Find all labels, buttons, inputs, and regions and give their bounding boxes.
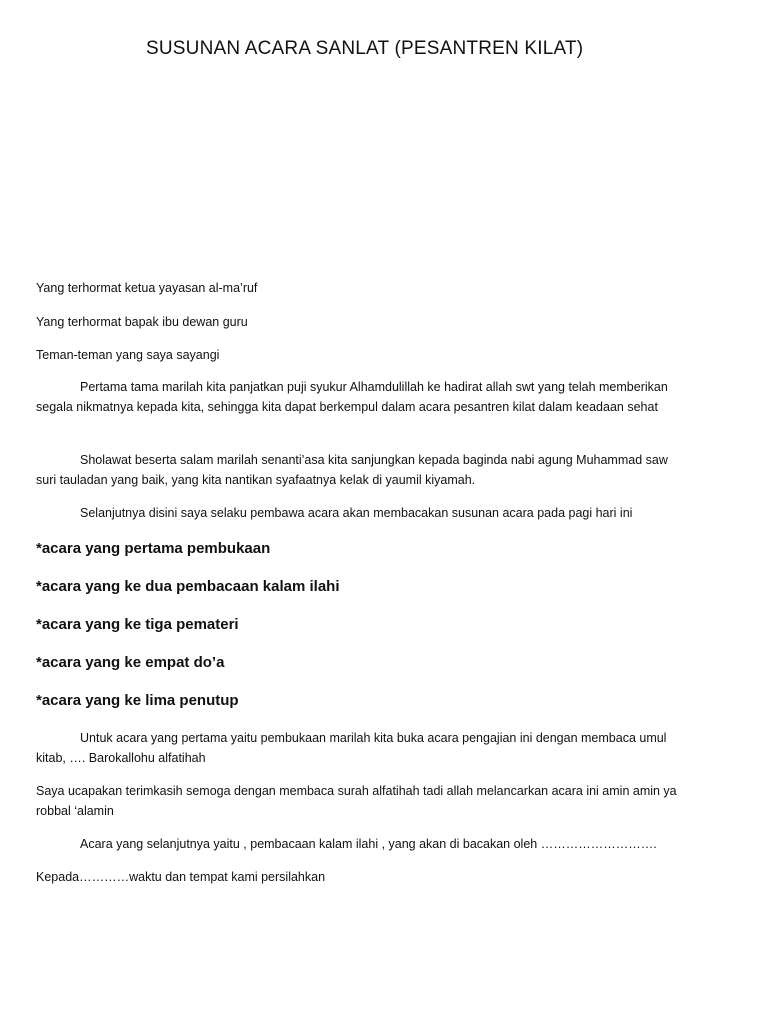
opening-prayer-paragraph: Untuk acara yang pertama yaitu pembukaan marilah kita buka acara pengajian ini dengan membaca umul kitab, …. Barokallohu alfatihah — [36, 731, 667, 765]
closing-line: Kepada…………waktu dan tempat kami persilahkan — [36, 870, 326, 884]
thanks-paragraph: Saya ucapakan terimkasih semoga dengan membaca surah alfatihah tadi allah melancarkan acara ini amin amin ya robbal ‘alamin — [36, 784, 677, 818]
sholawat-paragraph: Sholawat beserta salam marilah senanti’asa kita sanjungkan kepada baginda nabi agung Muhammad saw suri tauladan yang baik, yang kita nantikan syafaatnya kelak di yaumil kiyamah. — [36, 453, 668, 487]
intro-agenda-paragraph: Selanjutnya disini saya selaku pembawa acara akan membacakan susunan acara pada pagi hari ini — [80, 506, 633, 520]
opening-paragraph: Pertama tama marilah kita panjatkan puji syukur Alhamdulillah ke hadirat allah swt yang telah memberikan segala nikmatnya kepada kita, sehingga kita dapat berkempul dalam acara pesantren kilat dalam keadaan sehat — [36, 380, 668, 414]
next-agenda-paragraph: Acara yang selanjutnya yaitu , pembacaan kalam ilahi , yang akan di bacakan oleh ………………………. — [80, 837, 657, 851]
agenda-item: *acara yang ke empat do’a — [36, 654, 225, 671]
agenda-item: *acara yang ke lima penutup — [36, 692, 239, 709]
greeting-line: Yang terhormat ketua yayasan al-ma’ruf — [36, 281, 258, 295]
agenda-item: *acara yang ke tiga pemateri — [36, 616, 239, 633]
greeting-line: Yang terhormat bapak ibu dewan guru — [36, 315, 248, 329]
agenda-item: *acara yang ke dua pembacaan kalam ilahi — [36, 578, 340, 595]
greeting-line: Teman-teman yang saya sayangi — [36, 348, 220, 362]
agenda-item: *acara yang pertama pembukaan — [36, 540, 271, 557]
document-title: SUSUNAN ACARA SANLAT (PESANTREN KILAT) — [146, 38, 584, 59]
